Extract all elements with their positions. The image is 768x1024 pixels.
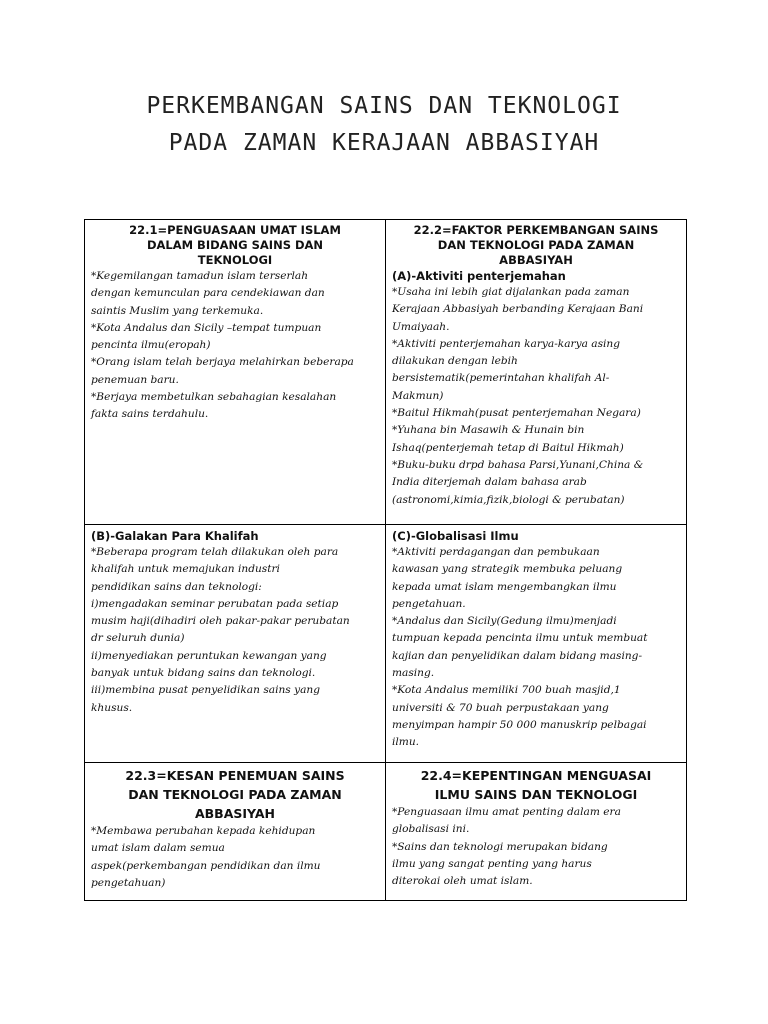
cell-22-3 — [85, 763, 386, 901]
table-row — [85, 220, 687, 525]
table-row — [85, 525, 687, 763]
content-table — [84, 219, 687, 901]
cell-subheading: (C)-Globalisasi Ilmu — [392, 529, 519, 543]
title-line-2: PADA ZAMAN KERAJAAN ABBASIYAH — [168, 130, 600, 156]
cell-body: *Beberapa program telah dilakukan oleh para khalifah untuk memajukan industri pendidikan sains dan teknologi: i)mengadakan seminar perubatan pada setiap musim haji(dihadiri oleh pakar-pakar perubatan dr seluruh dunia) ii)menyediakan peruntukan kewangan yang banyak untuk bidang sains dan teknologi. iii)membina pusat penyelidikan sains yang khusus. — [91, 546, 350, 714]
cell-c — [386, 525, 687, 763]
cell-22-2 — [386, 220, 687, 525]
cell-heading: 22.2=FAKTOR PERKEMBANGAN SAINS DAN TEKNOLOGI PADA ZAMAN ABBASIYAH — [413, 223, 659, 267]
cell-b — [85, 525, 386, 763]
cell-body: *Kegemilangan tamadun islam terserlah dengan kemunculan para cendekiawan dan saintis Muslim yang terkemuka. *Kota Andalus dan Sicily –tempat tumpuan pencinta ilmu(eropah) *Orang islam telah berjaya melahirkan beberapa penemuan baru. *Berjaya membetulkan sebahagian kesalahan fakta sains terdahulu. — [91, 270, 354, 421]
cell-subheading: (B)-Galakan Para Khalifah — [91, 529, 259, 543]
cell-22-1 — [85, 220, 386, 525]
cell-22-4 — [386, 763, 687, 901]
cell-heading: 22.1=PENGUASAAN UMAT ISLAM DALAM BIDANG SAINS DAN TEKNOLOGI — [129, 223, 341, 267]
cell-body: *Penguasaan ilmu amat penting dalam era globalisasi ini. *Sains dan teknologi merupakan bidang ilmu yang sangat penting yang harus diterokai oleh umat islam. — [392, 806, 621, 888]
cell-heading: 22.4=KEPENTINGAN MENGUASAI ILMU SAINS DAN TEKNOLOGI — [420, 768, 652, 802]
cell-body: *Aktiviti perdagangan dan pembukaan kawasan yang strategik membuka peluang kepada umat islam mengembangkan ilmu pengetahuan. *Andalus dan Sicily(Gedung ilmu)menjadi tumpuan kepada pencinta ilmu untuk membuat kajian dan penyelidikan dalam bidang masing- masing. *Kota Andalus memiliki 700 buah masjid,1 universiti & 70 buah perpustakaan yang menyimpan hampir 50 000 manuskrip pelbagai ilmu. — [392, 546, 648, 749]
page-title — [0, 88, 768, 162]
cell-body: *Membawa perubahan kepada kehidupan umat islam dalam semua aspek(perkembangan pendidikan dan ilmu pengetahuan) — [91, 825, 321, 889]
cell-body: *Usaha ini lebih giat dijalankan pada zaman Kerajaan Abbasiyah berbanding Kerajaan Bani Umaiyaah. *Aktiviti penterjemahan karya-karya asing dilakukan dengan lebih bersistematik(pemerintahan khalifah Al- Makmun) *Baitul Hikmah(pusat penterjemahan Negara) *Yuhana bin Masawih & Hunain bin Ishaq(penterjemah tetap di Baitul Hikmah) *Buku-buku drpd bahasa Parsi,Yunani,China & India diterjemah dalam bahasa arab (astronomi,kimia,fizik,biologi & perubatan) — [392, 286, 644, 506]
table-row — [85, 763, 687, 901]
cell-heading: 22.3=KESAN PENEMUAN SAINS DAN TEKNOLOGI PADA ZAMAN ABBASIYAH — [125, 768, 345, 821]
title-line-1: PERKEMBANGAN SAINS DAN TEKNOLOGI — [146, 93, 622, 119]
cell-subheading: (A)-Aktiviti penterjemahan — [392, 269, 566, 283]
